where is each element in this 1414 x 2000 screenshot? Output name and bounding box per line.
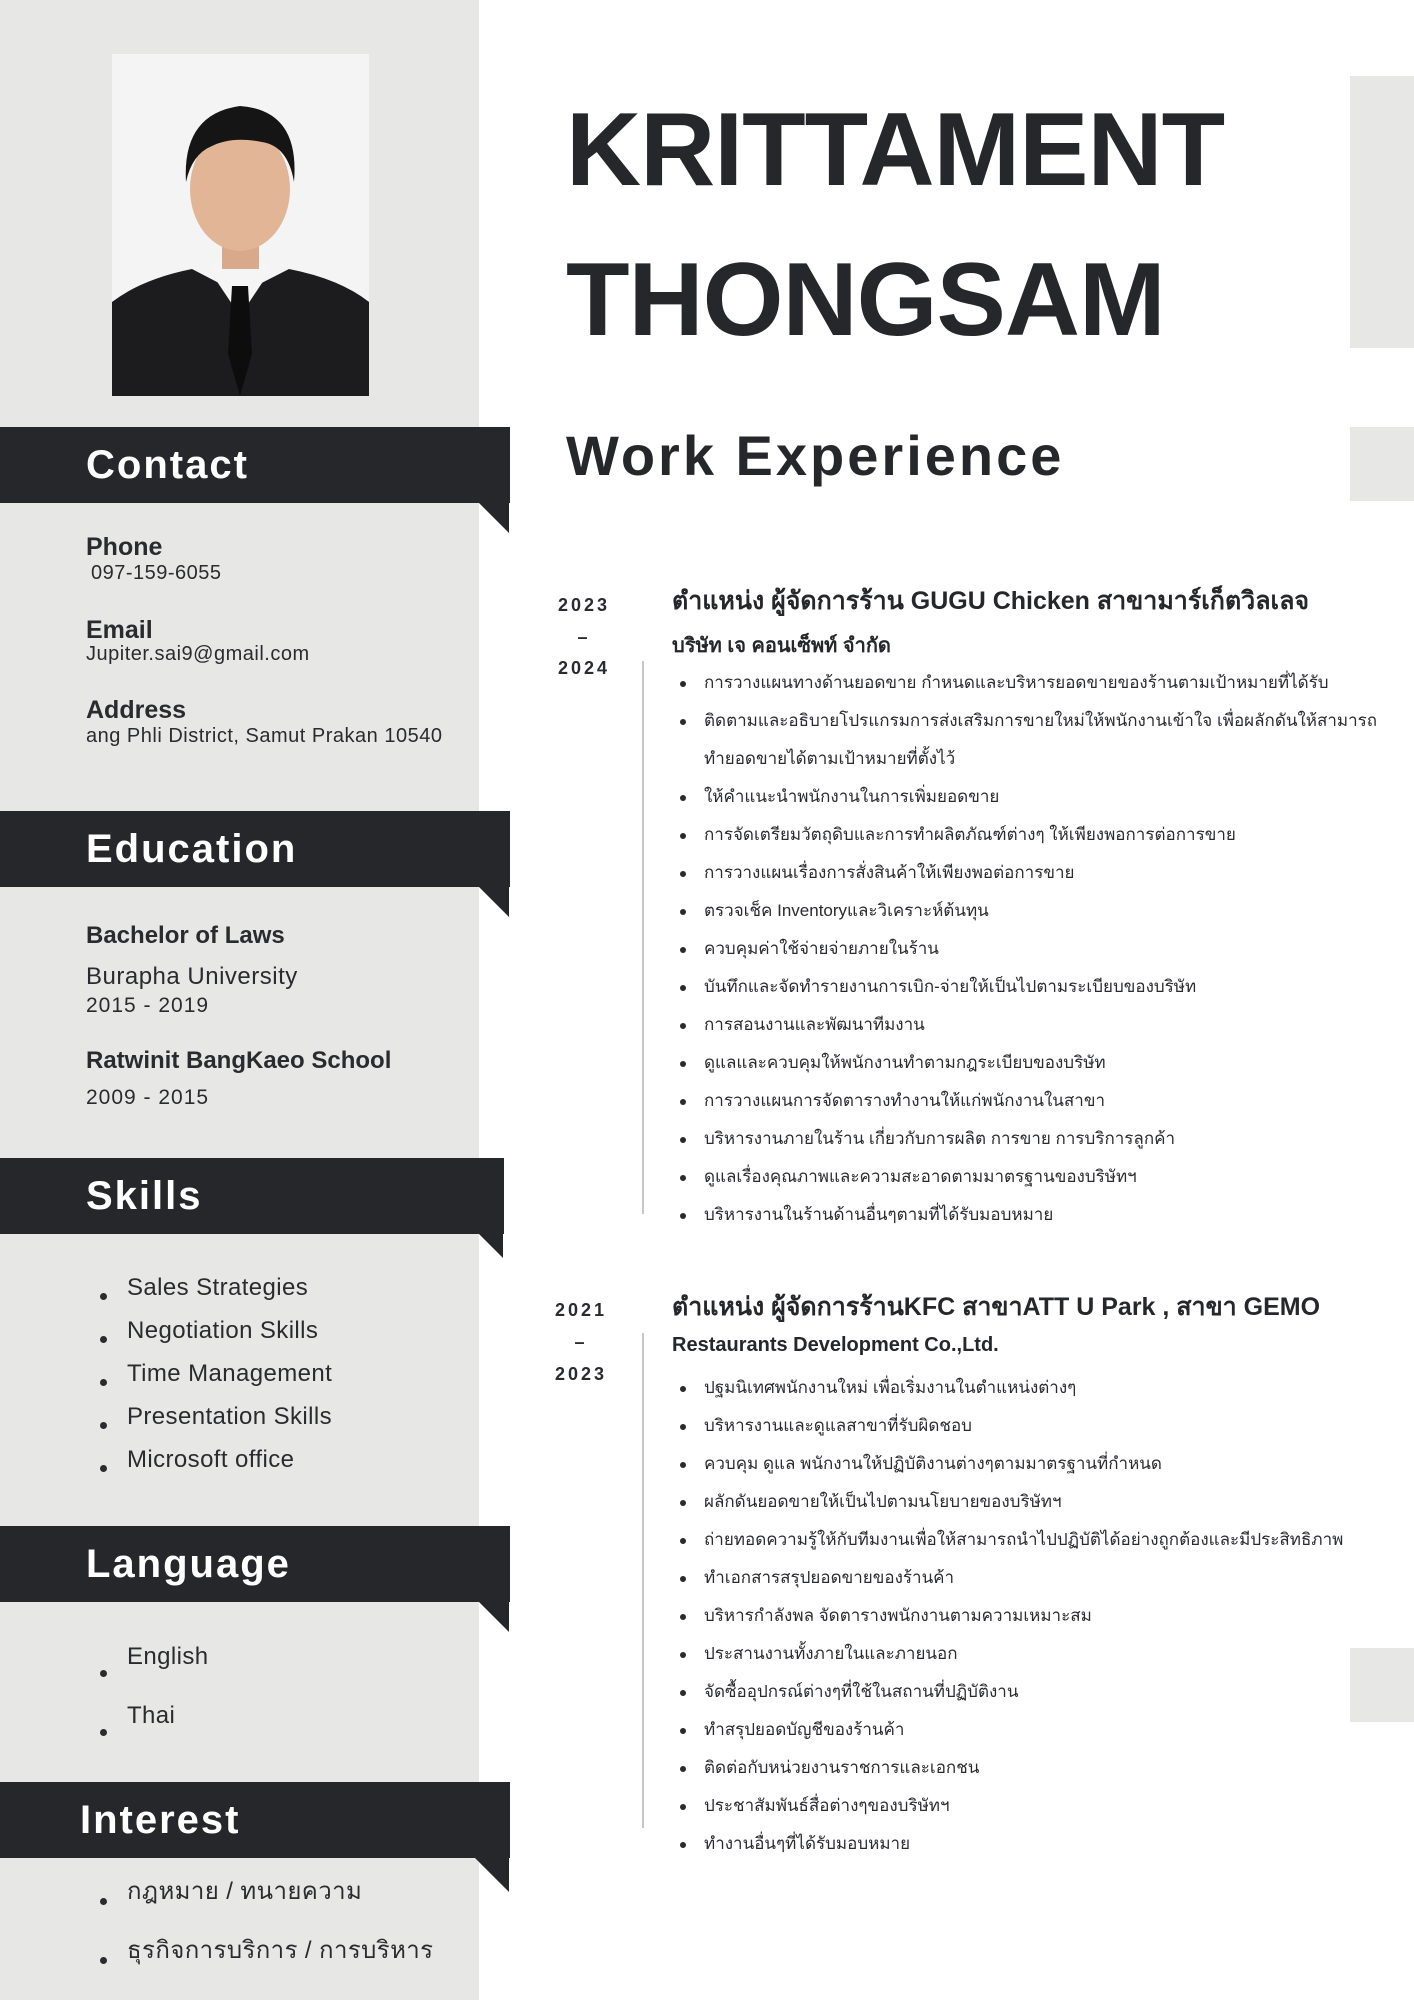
- duty-item: ดูแลเรื่องคุณภาพและความสะอาดตามมาตรฐานของบริษัทฯ: [672, 1158, 1392, 1196]
- duty-item: ติดต่อกับหน่วยงานราชการและเอกชน: [672, 1749, 1392, 1787]
- job-title: ตำแหน่ง ผู้จัดการร้านKFC สาขาATT U Park , สาขา GEMO: [672, 1293, 1321, 1321]
- decorative-block: [1350, 76, 1414, 348]
- interest-heading: Interest: [80, 1798, 241, 1842]
- job-year-end: 2024: [557, 658, 611, 678]
- job-title: ตำแหน่ง ผู้จัดการร้าน GUGU Chicken สาขามาร์เก็ตวิลเลจ: [672, 587, 1310, 615]
- job-company: Restaurants Development Co.,Ltd.: [672, 1334, 999, 1356]
- duty-item: ทำงานอื่นๆที่ได้รับมอบหมาย: [672, 1825, 1392, 1863]
- ribbon-fold: [479, 887, 509, 917]
- job-year-end: 2023: [554, 1364, 608, 1384]
- language-heading: Language: [86, 1542, 291, 1586]
- address-value: ang Phli District, Samut Prakan 10540: [86, 725, 443, 747]
- job-year-dash: –: [577, 627, 591, 647]
- duty-item: การสอนงานและพัฒนาทีมงาน: [672, 1006, 1392, 1044]
- duty-item: บริหารงานภายในร้าน เกี่ยวกับการผลิต การขาย การบริการลูกค้า: [672, 1120, 1392, 1158]
- duty-item: บริหารกำลังพล จัดตารางพนักงานตามความเหมาะสม: [672, 1597, 1392, 1635]
- duty-item: ควบคุมค่าใช้จ่ายจ่ายภายในร้าน: [672, 930, 1392, 968]
- phone-label: Phone: [86, 533, 163, 561]
- duty-item: ดูแลและควบคุมให้พนักงานทำตามกฎระเบียบของบริษัท: [672, 1044, 1392, 1082]
- duty-item: บริหารงานและดูแลสาขาที่รับผิดชอบ: [672, 1407, 1392, 1445]
- work-experience-heading: Work Experience: [566, 424, 1065, 487]
- job-year-start: 2021: [554, 1300, 608, 1320]
- list-item: กฎหมาย / ทนายความ: [100, 1871, 433, 1930]
- list-item: Time Management: [100, 1360, 332, 1403]
- profile-photo: [112, 54, 369, 396]
- duty-item: บันทึกและจัดทำรายงานการเบิก-จ่ายให้เป็นไปตามระเบียบของบริษัท: [672, 968, 1392, 1006]
- education-school: Burapha University: [86, 963, 298, 990]
- list-item: Sales Strategies: [100, 1274, 332, 1317]
- duty-item: การจัดเตรียมวัตถุดิบและการทำผลิตภัณฑ์ต่างๆ ให้เพียงพอการต่อการขาย: [672, 816, 1392, 854]
- list-item: ธุรกิจการบริการ / การบริหาร: [100, 1930, 433, 1989]
- skills-header: [0, 1158, 504, 1234]
- job-duties: [672, 1369, 1392, 1863]
- duty-item: การวางแผนการจัดตารางทำงานให้แก่พนักงานในสาขา: [672, 1082, 1392, 1120]
- job-year-dash: –: [574, 1332, 588, 1352]
- duty-item: ให้คำแนะนำพนักงานในการเพิ่มยอดขาย: [672, 778, 1392, 816]
- list-item: English: [100, 1643, 209, 1702]
- job-company: บริษัท เจ คอนเซ็พท์ จำกัด: [672, 635, 891, 657]
- name-first: KRITTAMENT: [566, 92, 1225, 208]
- ribbon-fold: [475, 1858, 509, 1892]
- contact-header: [0, 427, 510, 503]
- education-years: 2009 - 2015: [86, 1086, 210, 1109]
- duty-item: บริหารงานในร้านด้านอื่นๆตามที่ได้รับมอบหมาย: [672, 1196, 1392, 1234]
- duty-item: ประชาสัมพันธ์สื่อต่างๆของบริษัทฯ: [672, 1787, 1392, 1825]
- interest-list: [100, 1871, 433, 1989]
- duty-item: ทำสรุปยอดบัญชีของร้านค้า: [672, 1711, 1392, 1749]
- email-label: Email: [86, 616, 153, 644]
- contact-heading: Contact: [86, 443, 249, 487]
- language-header: [0, 1526, 510, 1602]
- decorative-block: [1350, 427, 1414, 501]
- list-item: Presentation Skills: [100, 1403, 332, 1446]
- timeline-line: [642, 1333, 644, 1828]
- duty-item: ทำเอกสารสรุปยอดขายของร้านค้า: [672, 1559, 1392, 1597]
- duty-item: ผลักดันยอดขายให้เป็นไปตามนโยบายของบริษัทฯ: [672, 1483, 1392, 1521]
- education-degree: Bachelor of Laws: [86, 922, 285, 949]
- ribbon-fold: [479, 1602, 509, 1632]
- skills-heading: Skills: [86, 1174, 203, 1218]
- timeline-line: [642, 661, 644, 1214]
- duty-item: ปฐมนิเทศพนักงานใหม่ เพื่อเริ่มงานในตำแหน่งต่างๆ: [672, 1369, 1392, 1407]
- education-heading: Education: [86, 827, 298, 871]
- duty-item: จัดซื้ออุปกรณ์ต่างๆที่ใช้ในสถานที่ปฏิบัติงาน: [672, 1673, 1392, 1711]
- duty-item: ประสานงานทั้งภายในและภายนอก: [672, 1635, 1392, 1673]
- ribbon-fold: [479, 503, 509, 533]
- education-school: Ratwinit BangKaeo School: [86, 1047, 392, 1074]
- duty-item: ถ่ายทอดความรู้ให้กับทีมงานเพื่อให้สามารถนำไปปฏิบัติได้อย่างถูกต้องและมีประสิทธิภาพ: [672, 1521, 1392, 1559]
- education-years: 2015 - 2019: [86, 994, 210, 1017]
- job-year-start: 2023: [557, 595, 611, 615]
- duty-item: ตรวจเช็ค Inventoryและวิเคราะห์ต้นทุน: [672, 892, 1392, 930]
- email-value: Jupiter.sai9@gmail.com: [86, 643, 310, 665]
- name-last: THONGSAM: [566, 242, 1165, 358]
- skills-list: [100, 1274, 332, 1489]
- duty-item: ติดตามและอธิบายโปรแกรมการส่งเสริมการขายใหม่ให้พนักงานเข้าใจ เพื่อผลักดันให้สามารถทำยอดขายได้ตามเป้าหมายที่ตั้งไว้: [672, 702, 1392, 778]
- list-item: Thai: [100, 1702, 209, 1761]
- duty-item: ควบคุม ดูแล พนักงานให้ปฏิบัติงานต่างๆตามมาตรฐานที่กำหนด: [672, 1445, 1392, 1483]
- duty-item: การวางแผนทางด้านยอดขาย กำหนดและบริหารยอดขายของร้านตามเป้าหมายที่ได้รับ: [672, 664, 1392, 702]
- duty-item: การวางแผนเรื่องการสั่งสินค้าให้เพียงพอต่อการขาย: [672, 854, 1392, 892]
- education-header: [0, 811, 510, 887]
- list-item: Microsoft office: [100, 1446, 332, 1489]
- phone-value: 097-159-6055: [91, 562, 222, 584]
- language-list: [100, 1643, 209, 1761]
- interest-header: [0, 1782, 510, 1858]
- job-duties: [672, 664, 1392, 1234]
- list-item: Negotiation Skills: [100, 1317, 332, 1360]
- address-label: Address: [86, 696, 187, 724]
- ribbon-fold: [479, 1234, 503, 1258]
